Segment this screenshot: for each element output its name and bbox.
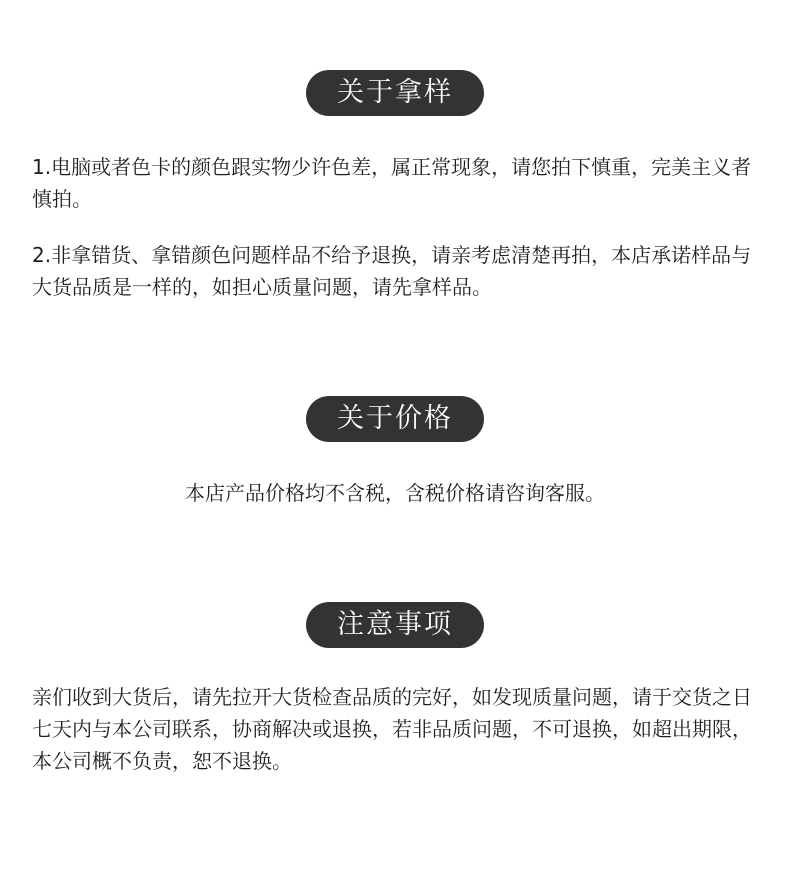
section-title-price: 关于价格 (306, 396, 484, 442)
section-title-notice: 注意事项 (306, 602, 484, 648)
price-paragraph: 本店产品价格均不含税，含税价格请咨询客服。 (185, 481, 605, 505)
notice-paragraph: 亲们收到大货后，请先拉开大货检查品质的完好，如发现质量问题，请于交货之日七天内与本公司联系，协商解决或退换，若非品质问题，不可退换，如超出期限，本公司概不负责，恕不退换。 (32, 685, 752, 773)
sample-paragraph-2: 2.非拿错货、拿错颜色问题样品不给予退换，请亲考虑清楚再拍，本店承诺样品与大货品质是一样的，如担心质量问题，请先拿样品。 (32, 243, 752, 299)
sample-paragraph-1: 1.电脑或者色卡的颜色跟实物少许色差，属正常现象，请您拍下慎重，完美主义者慎拍。 (32, 155, 752, 211)
section-title-sample: 关于拿样 (306, 70, 484, 116)
